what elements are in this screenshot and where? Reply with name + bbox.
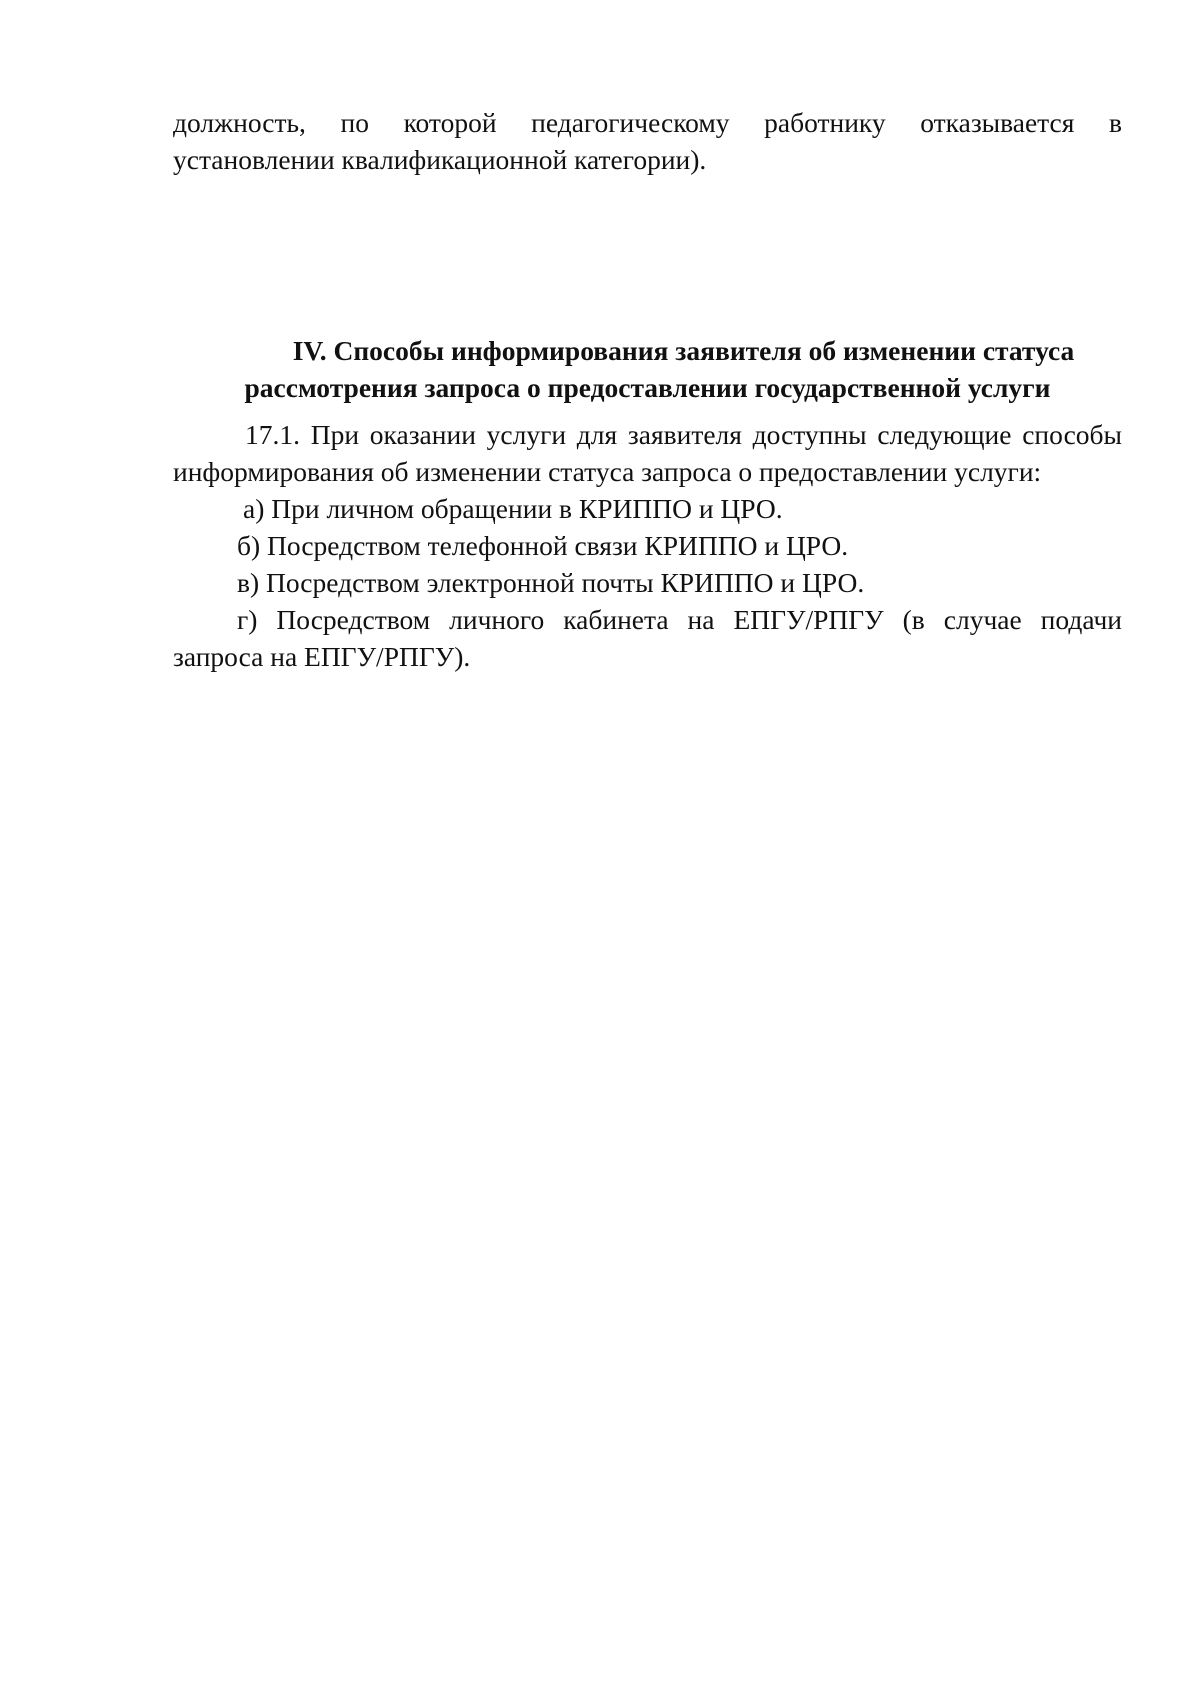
list-item-g: г) Посредством личного кабинета на ЕПГУ/РПГУ (в случае подачи запроса на ЕПГУ/РПГУ). [173, 604, 1122, 672]
list-item-v: в) Посредством электронной почты КРИППО и ЦРО. [237, 567, 865, 598]
list-item-b: б) Посредством телефонной связи КРИППО и ЦРО. [237, 530, 849, 561]
section-heading-line-2: рассмотрения запроса о предоставлении государственной услуги [244, 372, 1051, 403]
list-item-a: а) При личном обращении в КРИППО и ЦРО. [243, 493, 783, 524]
section-intro-paragraph: 17.1. При оказании услуги для заявителя доступны следующие способы информирования об изменении статуса запроса о предоставлении услуги: [173, 419, 1122, 487]
carryover-paragraph: должность, по которой педагогическому работнику отказывается в установлении квалификационной категории). [173, 107, 1122, 175]
section-heading-line-1: IV. Способы информирования заявителя об изменении статуса [292, 335, 1075, 366]
section-heading [173, 332, 1122, 406]
section-body [173, 416, 1122, 675]
document-content [173, 104, 1122, 675]
